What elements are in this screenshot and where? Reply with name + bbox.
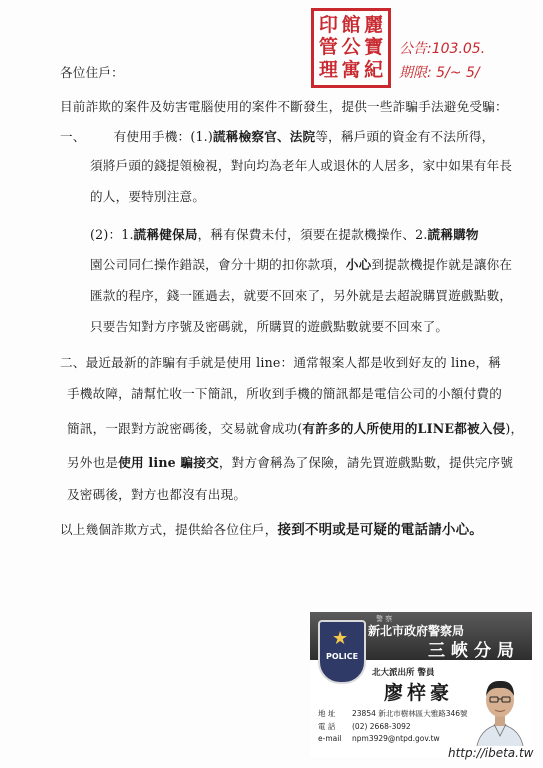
seal-char: 麗 xyxy=(364,13,384,36)
address-value: 23854 新北市樹林區大雅路346號 xyxy=(352,709,468,718)
seal-char: 管 xyxy=(318,36,338,59)
section-two-line-2: 手機故障，請幫忙收一下簡訊，所收到手機的簡訊都是電信公司的小額付費的 xyxy=(67,386,502,401)
email-value: npm3929@ntpd.gov.tw xyxy=(352,734,440,743)
text: (2)：1. xyxy=(90,227,134,242)
police-logo-text: POLICE xyxy=(325,652,359,661)
officer-photo xyxy=(470,662,530,752)
officer-name: 廖梓豪 xyxy=(384,682,454,704)
highlight-text: 有許多的人所使用的LINE都被入侵 xyxy=(302,421,506,436)
text: 以上幾個詐欺方式，提供給各位住戶， xyxy=(60,522,278,537)
police-badge-icon xyxy=(318,620,366,684)
text: 等，稱戶頭的資金有不法所得， xyxy=(315,129,495,144)
text: 另外也是 xyxy=(67,455,119,470)
address-label: 地 址 xyxy=(318,709,336,718)
seal-char: 公 xyxy=(341,36,361,59)
handwritten-post-date: 公告:103.05. xyxy=(399,41,486,57)
highlight-text: 謊稱健保局 xyxy=(133,227,198,242)
highlight-text: 小心 xyxy=(345,257,372,272)
phone-label: 電 話 xyxy=(318,722,336,731)
card-email-row xyxy=(318,734,440,743)
building-committee-seal xyxy=(311,8,391,88)
seal-char: 寶 xyxy=(364,36,384,59)
card-address-row xyxy=(318,708,468,719)
section-two-line-5: 及密碼後，對方也都沒有出現。 xyxy=(67,487,247,502)
email-label: e-mail xyxy=(318,734,342,743)
star-icon: ★ xyxy=(332,628,349,649)
text: ，對方會稱為了保險，請先買遊戲點數，提供完序號 xyxy=(218,455,514,470)
watermark: http://ibeta.tw xyxy=(448,746,534,760)
highlight-text: 謊稱檢察官、法院 xyxy=(213,129,316,144)
section-number: 一、 xyxy=(60,129,86,144)
card-agency: 新北市政府警察局 xyxy=(368,624,465,638)
intro-line: 目前詐欺的案件及妨害電腦使用的案件不斷發生，提供一些詐騙手法避免受騙： xyxy=(60,99,508,114)
card-unit: 北大派出所 警員 xyxy=(372,668,435,678)
text: ，稱有保費未付，須要在提款機操作、2. xyxy=(197,227,428,242)
section-one-line-5 xyxy=(90,254,512,273)
phone-value: (02) 2668-3092 xyxy=(352,722,411,731)
highlight-text: 接到不明或是可疑的電話請小心。 xyxy=(277,522,483,538)
section-one-line-2: 須將戶頭的錢提領檢視，對向均為老年人或退休的人居多，家中如果有年長 xyxy=(90,158,513,173)
highlight-text: 謊稱購物 xyxy=(427,227,479,242)
seal-char: 理 xyxy=(318,59,338,82)
text: 到提款機提作就是讓你在 xyxy=(371,257,513,272)
section-two-line-4 xyxy=(67,452,513,471)
greeting: 各位住戶： xyxy=(60,65,124,80)
text: )， xyxy=(505,421,524,436)
card-phone-row xyxy=(318,721,411,732)
text: 有使用手機：(1.) xyxy=(113,129,213,144)
section-one-line-3: 的人，要特別注意。 xyxy=(90,189,206,204)
seal-char: 館 xyxy=(341,13,361,36)
section-one-line-6: 匯款的程序，錢一匯過去，就要不回來了，另外就是去超說購買遊戲點數， xyxy=(90,288,513,303)
seal-char: 寓 xyxy=(341,59,361,82)
police-business-card xyxy=(310,612,532,757)
section-two-line-3 xyxy=(67,418,523,437)
section-one-line-1 xyxy=(60,126,494,145)
handwritten-deadline: 期限: 5/~ 5/ xyxy=(399,65,480,81)
card-branch: 三峽分局 xyxy=(428,641,520,661)
seal-char: 紀 xyxy=(364,59,384,82)
seal-char: 印 xyxy=(318,13,338,36)
section-one-line-4 xyxy=(90,224,479,243)
highlight-text: 使用 line 騙接交 xyxy=(118,455,219,470)
closing-line xyxy=(60,518,483,538)
text: 園公司同仁操作錯誤，會分十期的扣你款項， xyxy=(90,257,346,272)
section-one-line-7: 只要告知對方序號及密碼就，所購買的遊戲點數就要不回來了。 xyxy=(90,319,449,334)
section-two-line-1: 二、最近最新的詐騙有手就是使用 line：通常報案人都是收到好友的 line，稱 xyxy=(60,355,502,370)
text: 簡訊，一跟對方說密碼後，交易就會成功( xyxy=(67,421,303,436)
card-small-label: 警 察 xyxy=(376,615,393,623)
